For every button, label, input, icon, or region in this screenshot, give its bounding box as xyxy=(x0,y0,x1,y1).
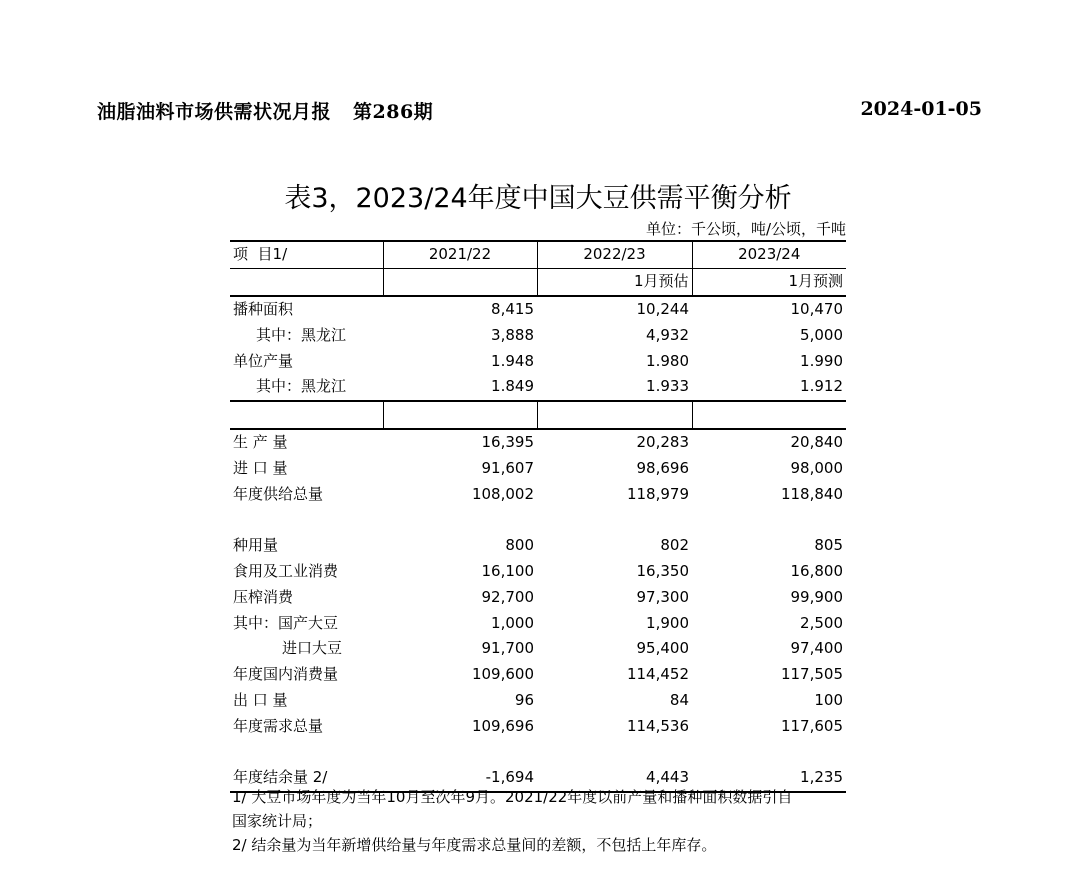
row-label: 单位产量 xyxy=(233,351,294,370)
cell-2021-22: 92,700 xyxy=(481,587,534,606)
row-label: 年度需求总量 xyxy=(233,716,324,735)
row-label: 播种面积 xyxy=(233,299,294,318)
table-row xyxy=(230,636,846,662)
row-label: 年度供给总量 xyxy=(233,484,324,503)
cell-2023-24: 117,605 xyxy=(780,716,843,735)
supply-demand-table xyxy=(230,240,846,793)
cell-2023-24: 5,000 xyxy=(800,325,843,344)
cell-2021-22: 16,100 xyxy=(481,561,534,580)
subheader-2021-22-empty xyxy=(383,268,537,295)
separator-row xyxy=(230,401,846,429)
cell-2023-24: 16,800 xyxy=(790,561,843,580)
table-row xyxy=(230,481,846,507)
table-row xyxy=(230,348,846,374)
blank-row xyxy=(230,507,846,533)
table-row xyxy=(230,713,846,739)
issue-number: 第286期 xyxy=(353,101,434,123)
cell-2021-22: 8,415 xyxy=(491,299,534,318)
cell-2023-24: 1.912 xyxy=(692,374,846,401)
table-row xyxy=(230,533,846,559)
footnote-1-continued: 国家统计局； xyxy=(232,812,323,830)
cell-2023-24: 100 xyxy=(814,690,843,709)
header-2021-22: 2021/22 xyxy=(383,241,537,268)
cell-2023-24: 20,840 xyxy=(790,432,843,451)
table-row xyxy=(230,429,846,456)
report-header xyxy=(97,97,433,124)
row-label: 其中：黑龙江 xyxy=(230,374,383,401)
separator-cell xyxy=(692,401,846,429)
subheader-row xyxy=(230,268,846,295)
row-label: 生 产 量 xyxy=(233,432,288,451)
cell-2021-22: 1.849 xyxy=(383,374,537,401)
row-label: 其中：国产大豆 xyxy=(233,613,339,632)
subheader-item-empty xyxy=(230,268,383,295)
cell-2021-22: 109,600 xyxy=(471,665,534,684)
cell-2022-23: 84 xyxy=(669,690,689,709)
cell-2021-22: 3,888 xyxy=(491,325,534,344)
cell-2022-23: 114,452 xyxy=(626,665,689,684)
separator-cell xyxy=(230,401,383,429)
table-row xyxy=(230,610,846,636)
table-row xyxy=(230,322,846,348)
cell-2023-24: 117,505 xyxy=(780,665,843,684)
table-row xyxy=(230,584,846,610)
subheader-2023-24: 1月预测 xyxy=(692,268,846,295)
footnote-1: 1/ 大豆市场年度为当年10月至次年9月。2021/22年度以前产量和播种面积数据引自 xyxy=(232,788,793,806)
cell-2021-22: 91,607 xyxy=(481,458,534,477)
row-label: 年度结余量 2/ xyxy=(230,765,383,792)
unit-label: 单位：千公顷，吨/公顷，千吨 xyxy=(645,220,846,238)
cell-2022-23: 1.980 xyxy=(646,351,689,370)
row-label: 其中：黑龙江 xyxy=(256,325,347,344)
cell-2021-22: 91,700 xyxy=(481,639,534,658)
cell-2022-23: 16,350 xyxy=(636,561,689,580)
cell-2023-24: 805 xyxy=(814,536,843,555)
row-label: 年度国内消费量 xyxy=(233,665,339,684)
row-label: 进口大豆 xyxy=(282,639,343,658)
cell-2021-22: 1.948 xyxy=(491,351,534,370)
cell-2023-24: 99,900 xyxy=(790,587,843,606)
cell-2021-22: 96 xyxy=(514,690,534,709)
table-row xyxy=(230,662,846,688)
cell-2022-23: 802 xyxy=(660,536,689,555)
blank-row xyxy=(230,739,846,765)
cell-2022-23: 1,900 xyxy=(646,613,689,632)
cell-2023-24: 1.990 xyxy=(800,351,843,370)
publication-title: 油脂油料市场供需状况月报 xyxy=(97,101,332,123)
cell-2021-22: 16,395 xyxy=(481,432,534,451)
cell-2021-22: 1,000 xyxy=(491,613,534,632)
row-label: 种用量 xyxy=(233,536,279,555)
header-row xyxy=(230,241,846,268)
report-date: 2024-01-05 xyxy=(860,98,982,120)
table-row xyxy=(230,455,846,481)
cell-2022-23: 4,443 xyxy=(537,765,692,792)
separator-cell xyxy=(537,401,692,429)
row-label: 食用及工业消费 xyxy=(233,561,339,580)
table-title: 表3，2023/24年度中国大豆供需平衡分析 xyxy=(284,183,792,214)
table-row xyxy=(230,374,846,401)
row-label: 压榨消费 xyxy=(233,587,294,606)
cell-2023-24: 10,470 xyxy=(790,299,843,318)
cell-2021-22: 108,002 xyxy=(471,484,534,503)
cell-2023-24: 1,235 xyxy=(692,765,846,792)
cell-2022-23: 20,283 xyxy=(636,432,689,451)
separator-cell xyxy=(383,401,537,429)
cell-2022-23: 10,244 xyxy=(636,299,689,318)
table-row xyxy=(230,296,846,323)
row-label: 出 口 量 xyxy=(233,690,288,709)
row-label: 进 口 量 xyxy=(233,458,288,477)
cell-2023-24: 98,000 xyxy=(790,458,843,477)
cell-2021-22: 800 xyxy=(505,536,534,555)
footnote-2: 2/ 结余量为当年新增供给量与年度需求总量间的差额，不包括上年库存。 xyxy=(232,836,717,854)
cell-2022-23: 95,400 xyxy=(636,639,689,658)
header-item: 项 目1/ xyxy=(230,241,383,268)
cell-2022-23: 1.933 xyxy=(537,374,692,401)
header-2022-23: 2022/23 xyxy=(537,241,692,268)
cell-2023-24: 97,400 xyxy=(790,639,843,658)
table-row xyxy=(230,559,846,585)
cell-2023-24: 118,840 xyxy=(780,484,843,503)
cell-2021-22: -1,694 xyxy=(383,765,537,792)
footnotes xyxy=(232,785,852,857)
cell-2021-22: 109,696 xyxy=(471,716,534,735)
subheader-2022-23: 1月预估 xyxy=(537,268,692,295)
header-2023-24: 2023/24 xyxy=(692,241,846,268)
cell-2023-24: 2,500 xyxy=(800,613,843,632)
cell-2022-23: 97,300 xyxy=(636,587,689,606)
cell-2022-23: 118,979 xyxy=(626,484,689,503)
table-row xyxy=(230,688,846,714)
cell-2022-23: 114,536 xyxy=(626,716,689,735)
cell-2022-23: 98,696 xyxy=(636,458,689,477)
cell-2022-23: 4,932 xyxy=(646,325,689,344)
